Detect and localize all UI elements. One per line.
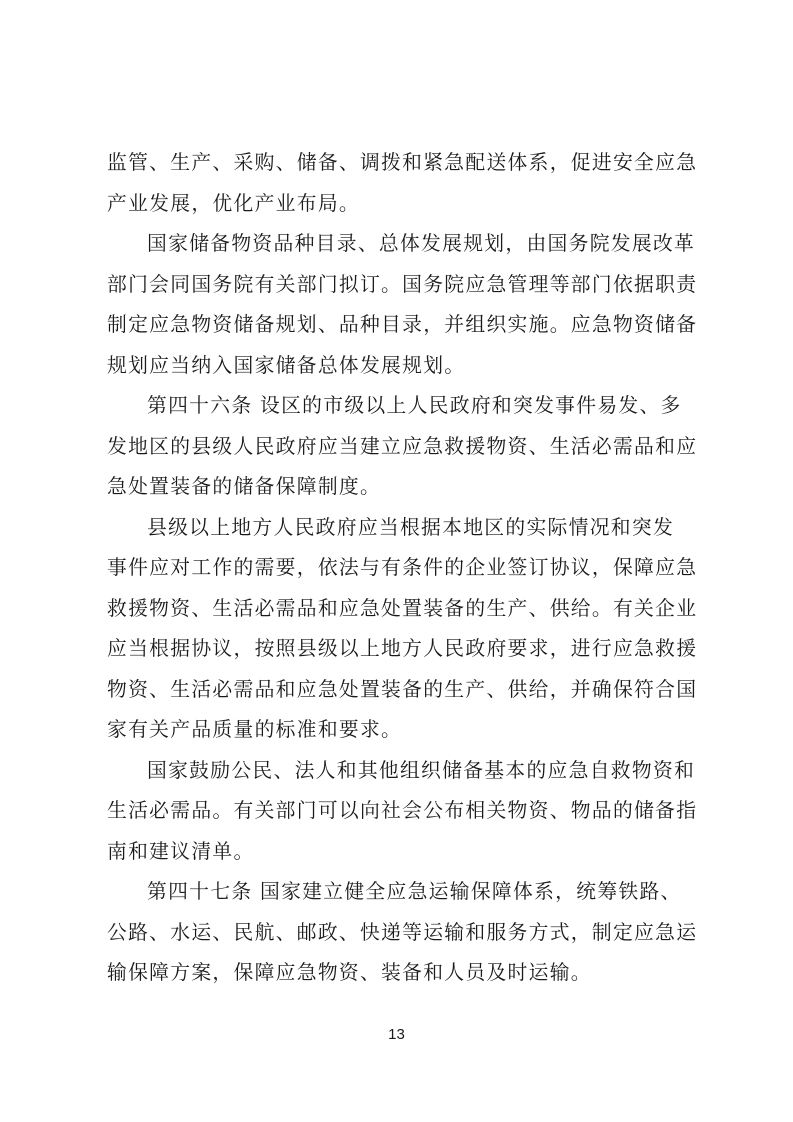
text-line: 事件应对工作的需要，依法与有条件的企业签订协议，保障应急 xyxy=(107,556,698,579)
body-text xyxy=(107,143,697,994)
paragraph-2 xyxy=(107,224,697,386)
article-text: 设区的市级以上人民政府和突发事件易发、多 xyxy=(260,394,682,417)
text-line: 监管、生产、采购、储备、调拨和紧急配送体系，促进安全应急 xyxy=(107,151,698,174)
text-line: 部门会同国务院有关部门拟订。国务院应急管理等部门依据职责 xyxy=(107,272,698,296)
text-line xyxy=(107,386,697,427)
article-46 xyxy=(107,386,697,508)
paragraph-1 xyxy=(107,143,697,224)
text-line xyxy=(107,872,697,913)
article-text: 国家建立健全应急运输保障体系，统筹铁路、 xyxy=(260,880,682,903)
text-line: 救援物资、生活必需品和应急处置装备的生产、供给。有关企业 xyxy=(107,596,698,620)
text-line: 产业发展，优化产业布局。 xyxy=(107,191,360,215)
article-number: 第四十七条 xyxy=(147,880,253,903)
text-line: 生活必需品。有关部门可以向社会公布相关物资、物品的储备指 xyxy=(107,799,698,822)
page-number: 13 xyxy=(388,1026,405,1043)
text-line: 县级以上地方人民政府应当根据本地区的实际情况和突发 xyxy=(147,515,675,539)
text-line: 国家储备物资品种目录、总体发展规划，由国务院发展改革 xyxy=(147,232,696,255)
text-line: 规划应当纳入国家储备总体发展规划。 xyxy=(107,353,466,377)
article-47 xyxy=(107,872,697,994)
text-line: 公路、水运、民航、邮政、快递等运输和服务方式，制定应急运 xyxy=(107,920,698,944)
text-line: 制定应急物资储备规划、品种目录，并组织实施。应急物资储备 xyxy=(107,313,698,336)
text-line: 物资、生活必需品和应急处置装备的生产、供给，并确保符合国 xyxy=(107,677,698,701)
article-number: 第四十六条 xyxy=(147,394,253,417)
paragraph-5 xyxy=(107,751,697,873)
text-line: 南和建议清单。 xyxy=(107,839,255,863)
text-line: 发地区的县级人民政府应当建立应急救援物资、生活必需品和应 xyxy=(107,434,698,458)
text-line: 应当根据协议，按照县级以上地方人民政府要求，进行应急救援 xyxy=(107,637,698,660)
text-line: 急处置装备的储备保障制度。 xyxy=(107,475,382,498)
text-line: 国家鼓励公民、法人和其他组织储备基本的应急自救物资和 xyxy=(147,758,696,782)
text-line: 输保障方案，保障应急物资、装备和人员及时运输。 xyxy=(107,961,592,984)
paragraph-4 xyxy=(107,508,697,751)
text-line: 家有关产品质量的标准和要求。 xyxy=(107,718,403,741)
